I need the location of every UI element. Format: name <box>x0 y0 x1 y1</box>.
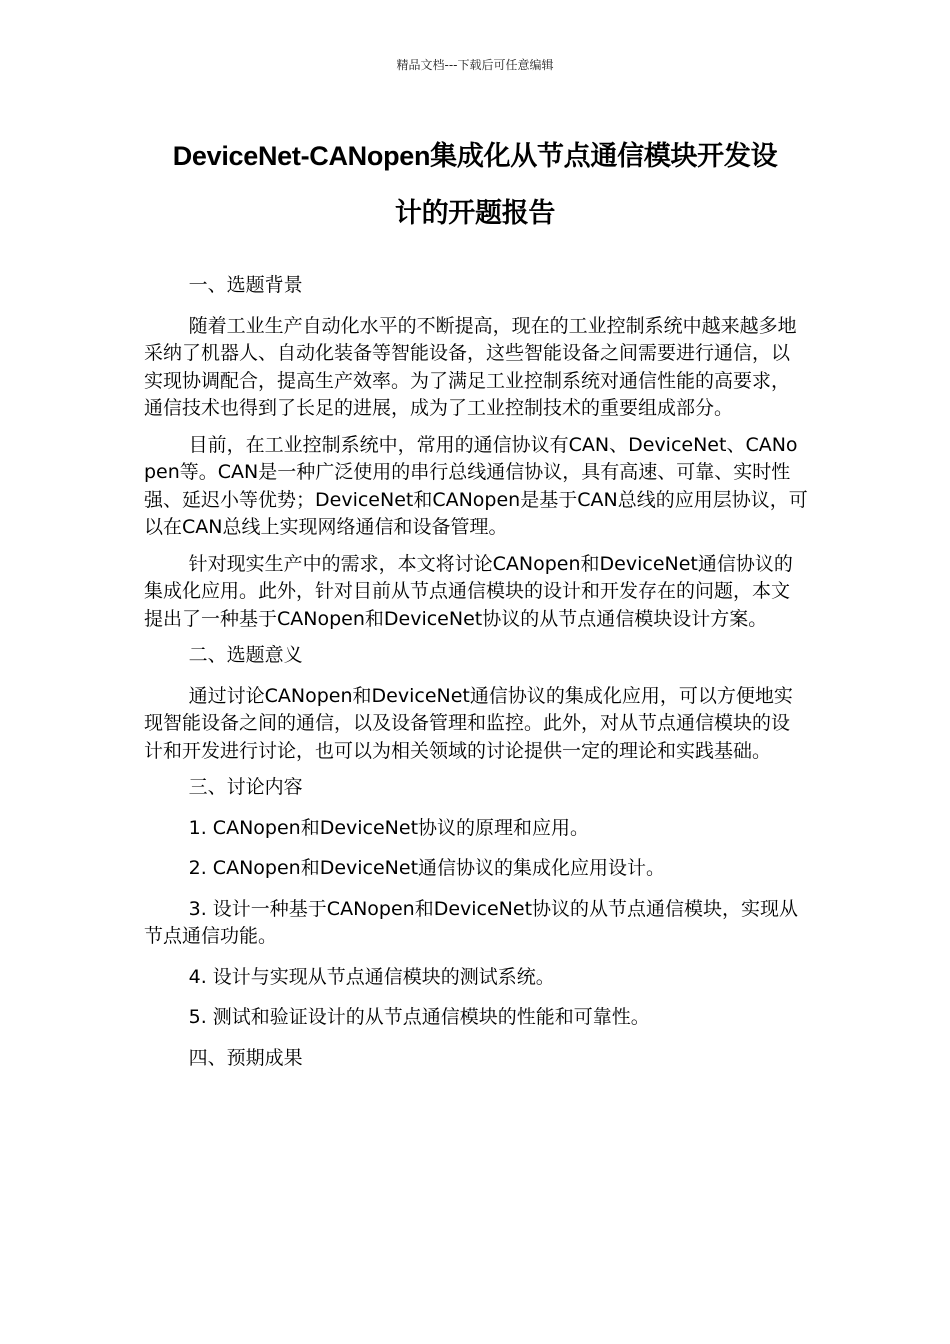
paragraph: 针对现实生产中的需求，本文将讨论CANopen和DeviceNet通信协议的集成化应用。此外，针对目前从节点通信模块的设计和开发存在的问题，本文提出了一种基于CANopen和DeviceNet协议的从节点通信模块设计方案。 <box>144 552 793 630</box>
list-item: 4. 设计与实现从节点通信模块的测试系统。 <box>188 965 555 988</box>
paragraph: 目前，在工业控制系统中，常用的通信协议有CAN、DeviceNet、CANopen等。CAN是一种广泛使用的串行总线通信协议，具有高速、可靠、实时性强、延迟小等优势；DeviceNet和CANopen是基于CAN总线的应用层协议，可以在CAN总线上实现网络通信和设备管理。 <box>144 433 808 538</box>
paragraph: 通过讨论CANopen和DeviceNet通信协议的集成化应用，可以方便地实现智能设备之间的通信，以及设备管理和监控。此外，对从节点通信模块的设计和开发进行讨论，也可以为相关领域的讨论提供一定的理论和实践基础。 <box>144 684 793 762</box>
section-heading-research-content: 三、讨论内容 <box>188 776 303 798</box>
paragraph: 随着工业生产自动化水平的不断提高，现在的工业控制系统中越来越多地采纳了机器人、自动化装备等智能设备，这些智能设备之间需要进行通信，以实现协调配合，提高生产效率。为了满足工业控制系统对通信性能的高要求，通信技术也得到了长足的进展，成为了工业控制技术的重要组成部分。 <box>144 314 797 419</box>
list-item: 5. 测试和验证设计的从节点通信模块的性能和可靠性。 <box>188 1006 650 1028</box>
document-title-line-1: DeviceNet-CANopen集成化从节点通信模块开发设 <box>172 141 778 171</box>
section-heading-expected-results: 四、预期成果 <box>188 1046 303 1069</box>
list-item: 2. CANopen和DeviceNet通信协议的集成化应用设计。 <box>188 857 666 879</box>
header-note: 精品文档---下载后可任意编辑 <box>396 58 554 72</box>
list-item: 3. 设计一种基于CANopen和DeviceNet协议的从节点通信模块，实现从节点通信功能。 <box>144 897 799 947</box>
document-title <box>110 128 840 242</box>
list-item: 1. CANopen和DeviceNet协议的原理和应用。 <box>188 816 590 839</box>
section-heading-significance: 二、选题意义 <box>188 644 303 666</box>
document-body <box>144 272 808 1085</box>
document-title-line-2: 计的开题报告 <box>394 198 556 228</box>
section-heading-background: 一、选题背景 <box>188 274 303 296</box>
